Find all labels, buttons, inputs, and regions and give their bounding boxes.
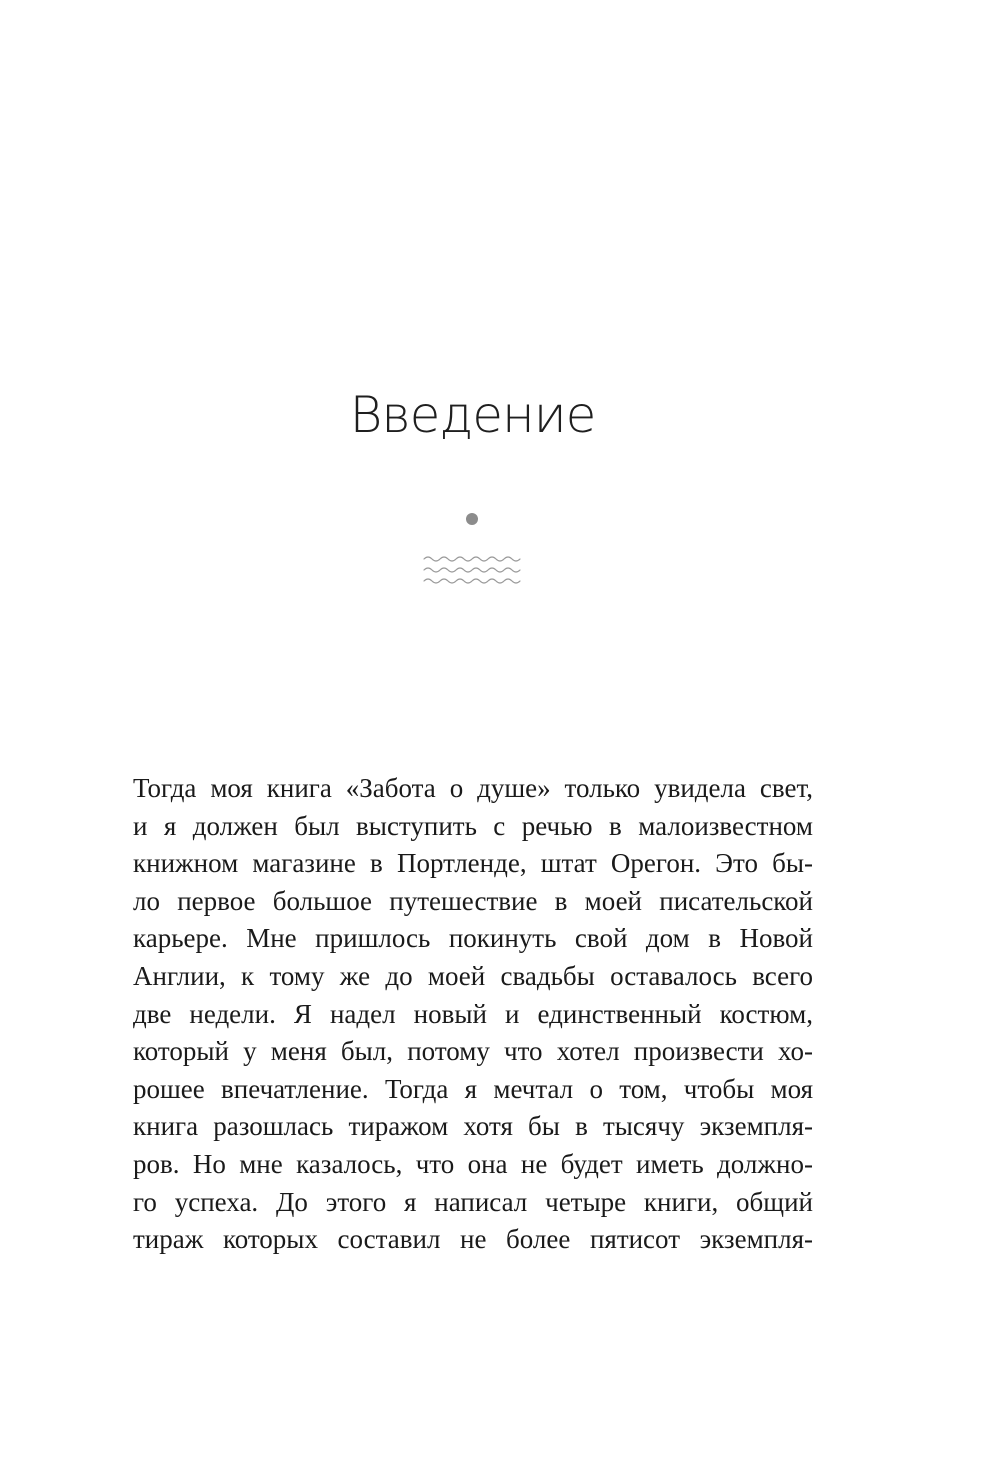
text-line: который у меня был, потому что хотел произвести хо-: [133, 1036, 813, 1067]
wave-ornament-icon: [422, 553, 522, 593]
text-line: и я должен был выступить с речью в малоизвестном: [133, 810, 813, 841]
ornament-dot-icon: [466, 513, 478, 525]
text-line: Англии, к тому же до моей свадьбы оставалось всего: [133, 960, 813, 991]
text-line: ло первое большое путешествие в моей писательской: [133, 885, 813, 916]
chapter-title: Введение: [349, 386, 596, 444]
text-line: Тогда моя книга «Забота о душе» только увидела свет,: [133, 773, 813, 803]
text-line: карьере. Мне пришлось покинуть свой дом в Новой: [133, 923, 813, 954]
text-line: две недели. Я надел новый и единственный костюм,: [133, 998, 813, 1029]
text-line: книга разошлась тиражом хотя бы в тысячу экземпля-: [133, 1111, 813, 1142]
text-line: ров. Но мне казалось, что она не будет иметь должно-: [133, 1148, 813, 1179]
text-line: тираж которых составил не более пятисот экземпля-: [133, 1224, 813, 1255]
text-line: книжном магазине в Портленде, штат Орегон. Это бы-: [133, 848, 813, 879]
text-line: го успеха. До этого я написал четыре книги, общий: [133, 1186, 813, 1217]
body-paragraph: [133, 770, 813, 1259]
text-line: рошее впечатление. Тогда я мечтал о том, чтобы моя: [133, 1073, 813, 1104]
